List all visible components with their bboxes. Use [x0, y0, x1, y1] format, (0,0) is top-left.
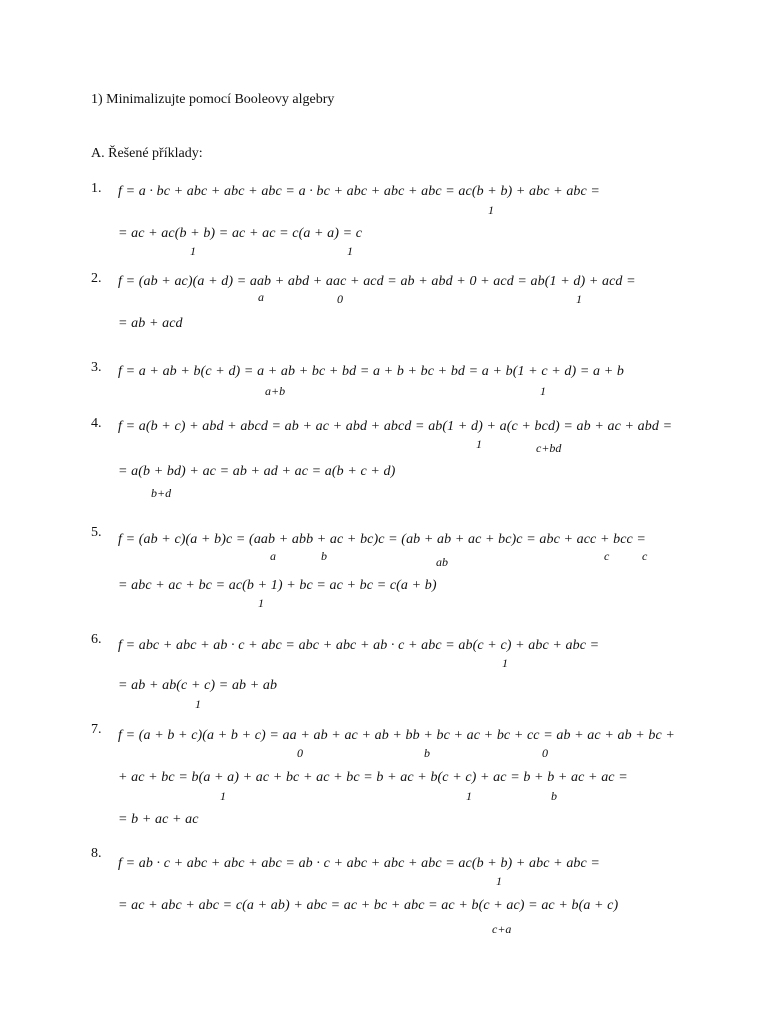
underbrace-note: a+b: [265, 384, 286, 398]
equation-line: f = abc + abc + ab · c + abc = abc + abc + ab · c + abc = ab(c + c) + abc + abc =: [118, 638, 600, 653]
equation-line: f = (ab + c)(a + b)c = (aab + abb + ac + bc)c = (ab + ab + ac + bc)c = abc + acc + bcc =: [118, 532, 646, 547]
exercise-heading: 1) Minimalizujte pomocí Booleovy algebry: [91, 92, 335, 107]
equation-line: f = ab · c + abc + abc + abc = ab · c + abc + abc + abc = ac(b + b) + abc + abc =: [118, 856, 600, 871]
underbrace-note: 0: [542, 746, 548, 760]
equation-line: f = (a + b + c)(a + b + c) = aa + ab + ac + ab + bb + bc + ac + bc + cc = ab + ac + ab + bc +: [118, 728, 675, 743]
underbrace-note: c+bd: [536, 441, 562, 455]
underbrace-note: 0: [297, 746, 303, 760]
equation-line: = ac + ac(b + b) = ac + ac = c(a + a) = c: [118, 226, 363, 241]
example-number: 5.: [91, 525, 102, 540]
underbrace-note: c: [604, 549, 610, 563]
example-number: 1.: [91, 181, 102, 196]
example-number: 6.: [91, 632, 102, 647]
underbrace-note: 1: [496, 874, 502, 888]
underbrace-note: c: [642, 549, 648, 563]
equation-line: f = (ab + ac)(a + d) = aab + abd + aac + acd = ab + abd + 0 + acd = ab(1 + d) + acd =: [118, 274, 636, 289]
equation-line: = a(b + bd) + ac = ab + ad + ac = a(b + c + d): [118, 464, 396, 479]
example-number: 4.: [91, 416, 102, 431]
example-number: 3.: [91, 360, 102, 375]
underbrace-note: b: [321, 549, 327, 563]
underbrace-note: a: [270, 549, 276, 563]
underbrace-note: b: [424, 746, 430, 760]
example-number: 2.: [91, 271, 102, 286]
equation-line: = ab + acd: [118, 316, 183, 331]
example-number: 8.: [91, 846, 102, 861]
underbrace-note: 1: [347, 244, 353, 258]
underbrace-note: 1: [190, 244, 196, 258]
equation-line: = abc + ac + bc = ac(b + 1) + bc = ac + bc = c(a + b): [118, 578, 437, 593]
equation-line: f = a(b + c) + abd + abcd = ab + ac + abd + abcd = ab(1 + d) + a(c + bcd) = ab + ac + abd =: [118, 419, 673, 434]
underbrace-note: c+a: [492, 922, 512, 936]
underbrace-note: 1: [502, 656, 508, 670]
equation-line: f = a + ab + b(c + d) = a + ab + bc + bd = a + b + bc + bd = a + b(1 + c + d) = a + b: [118, 364, 624, 379]
example-number: 7.: [91, 722, 102, 737]
underbrace-note: ab: [436, 555, 448, 569]
equation-line: f = a · bc + abc + abc + abc = a · bc + abc + abc + abc = ac(b + b) + abc + abc =: [118, 184, 600, 199]
underbrace-note: 1: [195, 697, 201, 711]
underbrace-note: b: [551, 789, 557, 803]
underbrace-note: 1: [476, 437, 482, 451]
underbrace-note: 1: [576, 292, 582, 306]
underbrace-note: a: [258, 290, 264, 304]
underbrace-note: 1: [466, 789, 472, 803]
equation-line: + ac + bc = b(a + a) + ac + bc + ac + bc = b + ac + b(c + c) + ac = b + b + ac + ac =: [118, 770, 628, 785]
underbrace-note: 1: [258, 596, 264, 610]
equation-line: = b + ac + ac: [118, 812, 199, 827]
underbrace-note: 1: [488, 203, 494, 217]
underbrace-note: 1: [220, 789, 226, 803]
solved-examples-heading: A. Řešené příklady:: [91, 146, 203, 161]
underbrace-note: b+d: [151, 486, 172, 500]
equation-line: = ac + abc + abc = c(a + ab) + abc = ac + bc + abc = ac + b(c + ac) = ac + b(a + c): [118, 898, 619, 913]
equation-line: = ab + ab(c + c) = ab + ab: [118, 678, 278, 693]
underbrace-note: 0: [337, 292, 343, 306]
underbrace-note: 1: [540, 384, 546, 398]
